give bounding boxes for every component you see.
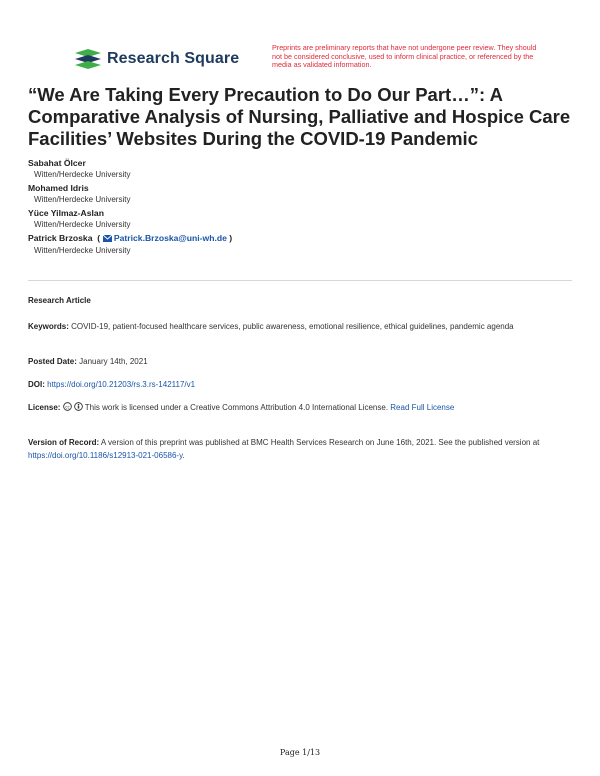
svg-text:cc: cc <box>64 404 70 410</box>
author-affiliation: Witten/Herdecke University <box>34 195 131 204</box>
author-affiliation: Witten/Herdecke University <box>34 246 131 255</box>
email-open-paren: ( <box>94 233 101 243</box>
email-close-paren: ) <box>229 233 233 243</box>
read-full-license-link[interactable]: Read Full License <box>390 403 455 412</box>
author-email-link[interactable]: Patrick.Brzoska@uni-wh.de <box>113 233 227 243</box>
author-affiliation: Witten/Herdecke University <box>34 170 131 179</box>
keywords-label: Keywords: <box>28 322 69 331</box>
version-label: Version of Record: <box>28 438 100 447</box>
doi-label: DOI: <box>28 380 45 389</box>
cc-icons <box>63 402 83 411</box>
author-entry <box>28 182 568 206</box>
version-text: A version of this preprint was published at BMC Health Services Research on June 16th, 2021. See the published version at <box>100 438 540 447</box>
preprint-notice: Preprints are preliminary reports that have not undergone peer review. They should not be considered conclusive, used to inform clinical practice, or referenced by the media as validated information. <box>272 43 537 70</box>
section-divider <box>28 280 572 281</box>
license-text: This work is licensed under a Creative Commons Attribution 4.0 International License. <box>84 403 389 412</box>
header <box>0 0 600 80</box>
license <box>28 401 578 414</box>
author-entry <box>28 157 568 181</box>
published-version-link[interactable]: https://doi.org/10.1186/s12913-021-06586-y <box>28 451 183 460</box>
author-name: Yüce Yilmaz-Aslan <box>28 208 104 218</box>
version-end: . <box>182 451 185 460</box>
author-name: Sabahat Ölcer <box>28 158 86 168</box>
doi-link[interactable]: https://doi.org/10.21203/rs.3.rs-142117/v1 <box>47 380 196 389</box>
research-square-logo[interactable] <box>75 48 239 70</box>
research-square-logo-icon <box>75 49 101 69</box>
author-affiliation: Witten/Herdecke University <box>34 220 131 229</box>
posted-date-label: Posted Date: <box>28 357 77 366</box>
author-name: Patrick Brzoska <box>28 233 93 243</box>
keywords-value: COVID-19, patient-focused healthcare services, public awareness, emotional resilience, ethical guidelines, pandemic agenda <box>71 322 514 331</box>
license-label: License: <box>28 403 61 412</box>
article-type-label: Research Article <box>28 296 91 305</box>
author-entry <box>28 232 568 257</box>
page-number: Page 1/13 <box>279 748 321 757</box>
posted-date-value: January 14th, 2021 <box>79 357 148 366</box>
envelope-icon <box>103 233 112 245</box>
author-name-row <box>28 232 568 245</box>
version-of-record <box>28 436 578 462</box>
paper-title: “We Are Taking Every Precaution to Do Our Part…”: A Comparative Analysis of Nursing, Palliative and Hospice Care Facilities’ Websites During the COVID-19 Pandemic <box>28 84 571 149</box>
author-list <box>28 157 568 258</box>
author-name: Mohamed Idris <box>28 183 89 193</box>
creative-commons-icon <box>63 402 72 411</box>
keywords <box>28 320 578 333</box>
posted-date <box>28 355 578 368</box>
article-type <box>28 294 578 307</box>
attribution-icon <box>74 402 83 411</box>
brand-name: Research Square <box>107 50 240 67</box>
doi <box>28 378 578 391</box>
author-entry <box>28 207 568 231</box>
